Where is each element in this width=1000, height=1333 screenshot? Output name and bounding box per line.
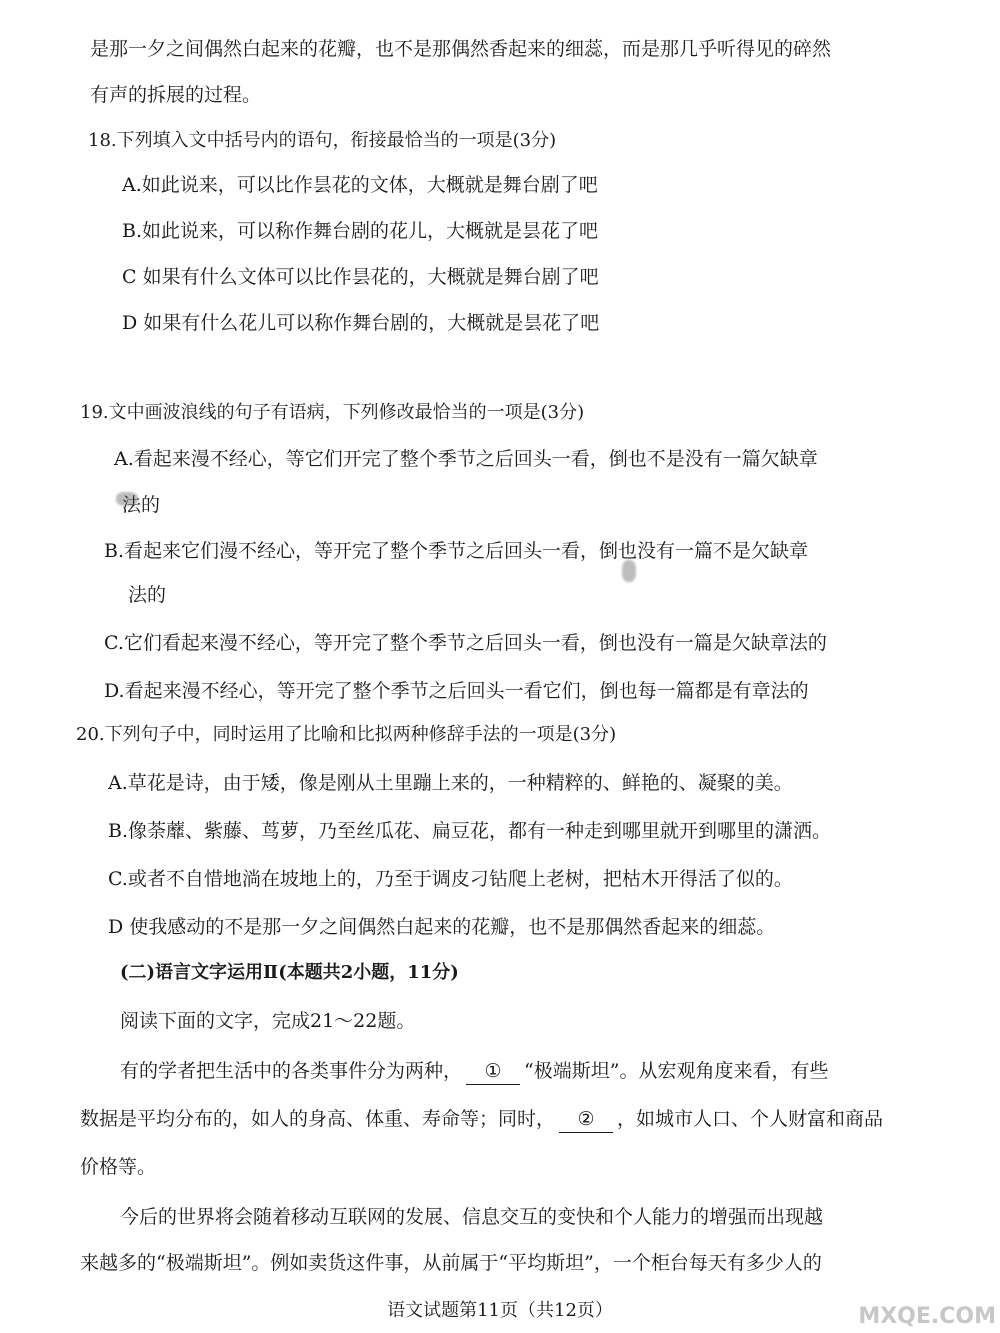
question-20-option-d: D 使我感动的不是那一夕之间偶然白起来的花瓣，也不是那偶然香起来的细蕊。 xyxy=(108,916,776,938)
question-20-option-b: B.像荼蘼、紫藤、茑萝，乃至丝瓜花、扁豆花，都有一种走到哪里就开到哪里的潇洒。 xyxy=(108,820,832,842)
question-18-option-c: C 如果有什么文体可以比作昙花的，大概就是舞台剧了吧 xyxy=(122,266,599,288)
paragraph-2-line-1: 今后的世界将会随着移动互联网的发展、信息交互的变快和个人能力的增强而出现越 xyxy=(120,1206,824,1228)
question-19-option-c: C.它们看起来漫不经心，等开完了整个季节之后回头一看，倒也没有一篇是欠缺章法的 xyxy=(104,632,827,654)
paragraph-2-line-2: 来越多的“极端斯坦”。例如卖货这件事，从前属于“平均斯坦”，一个柜台每天有多少人的 xyxy=(80,1252,822,1274)
blank-2: ② xyxy=(559,1106,613,1133)
section-heading: (二)语言文字运用Ⅱ(本题共2小题，11分) xyxy=(120,962,459,983)
question-19-option-d: D.看起来漫不经心，等开完了整个季节之后回头一看它们，倒也每一篇都是有章法的 xyxy=(104,680,809,702)
watermark-logo: MXQE.COM xyxy=(858,1304,996,1329)
question-19-option-a-line-1: A.看起来漫不经心，等它们开完了整个季节之后回头一看，倒也不是没有一篇欠缺章 xyxy=(114,448,818,470)
passage-end-line-2: 有声的拆展的过程。 xyxy=(90,84,262,106)
question-18-option-a: A.如此说来，可以比作昙花的文体，大概就是舞台剧了吧 xyxy=(122,174,598,196)
question-19-option-a-line-2: 法的 xyxy=(122,494,161,516)
question-19-option-b-line-2: 法的 xyxy=(128,584,167,606)
paragraph-1-line-3: 价格等。 xyxy=(80,1156,157,1178)
pencil-smudge xyxy=(622,560,636,582)
question-19-stem: 19.文中画波浪线的句子有语病，下列修改最恰当的一项是(3分) xyxy=(80,402,585,423)
question-20-option-a: A.草花是诗，由于矮，像是刚从土里蹦上来的，一种精粹的、鲜艳的、凝聚的美。 xyxy=(108,772,793,794)
question-18-option-b: B.如此说来，可以称作舞台剧的花儿，大概就是昙花了吧 xyxy=(122,220,599,242)
pencil-smudge xyxy=(116,492,138,506)
question-20-option-c: C.或者不自惜地淌在坡地上的，乃至于调皮刁钻爬上老树，把枯木开得活了似的。 xyxy=(108,868,793,890)
paragraph-1-text: “极端斯坦”。从宏观角度来看，有些 xyxy=(524,1060,829,1082)
question-18-option-d: D 如果有什么花儿可以称作舞台剧的，大概就是昙花了吧 xyxy=(122,312,600,334)
section-instruction: 阅读下面的文字，完成21～22题。 xyxy=(120,1010,416,1032)
page-footer: 语文试题第11页（共12页） xyxy=(387,1300,613,1321)
paragraph-1-line-1 xyxy=(120,1058,828,1085)
paragraph-1-text: ，如城市人口、个人财富和商品 xyxy=(617,1108,884,1130)
blank-1: ① xyxy=(466,1058,520,1085)
question-19-option-b-line-1: B.看起来它们漫不经心，等开完了整个季节之后回头一看，倒也没有一篇不是欠缺章 xyxy=(104,540,809,562)
paragraph-1-text: 数据是平均分布的，如人的身高、体重、寿命等；同时， xyxy=(80,1108,556,1130)
paragraph-1-line-2 xyxy=(80,1106,883,1133)
paragraph-1-text: 有的学者把生活中的各类事件分为两种， xyxy=(120,1060,463,1082)
passage-end-line-1: 是那一夕之间偶然白起来的花瓣，也不是那偶然香起来的细蕊，而是那几乎听得见的碎然 xyxy=(90,38,832,60)
question-20-stem: 20.下列句子中，同时运用了比喻和比拟两种修辞手法的一项是(3分) xyxy=(76,724,617,745)
question-18-stem: 18.下列填入文中括号内的语句，衔接最恰当的一项是(3分) xyxy=(88,130,557,151)
